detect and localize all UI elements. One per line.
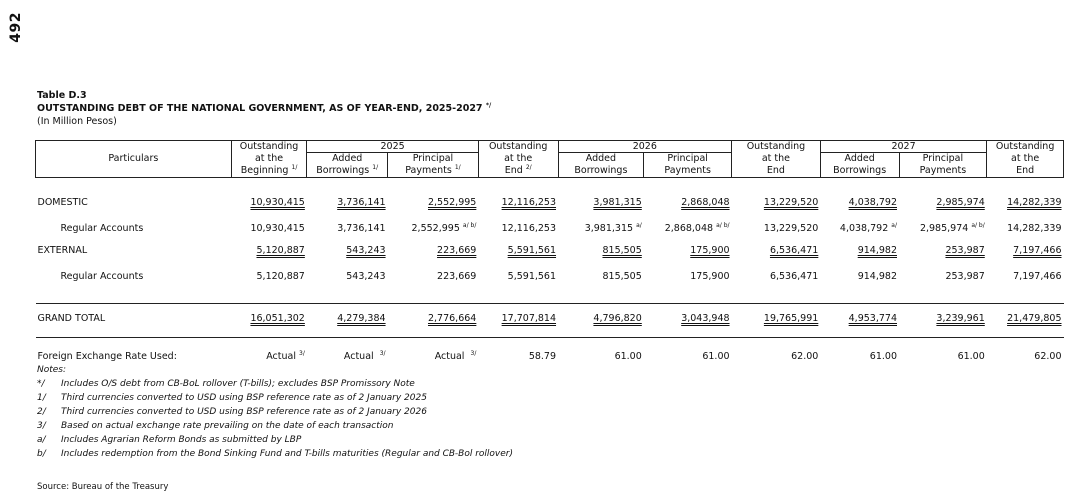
cell-value: Actual (434, 351, 465, 362)
cell (820, 196, 899, 210)
cell-value: 914,982 (857, 245, 897, 256)
col-text: Outstanding (995, 141, 1055, 152)
cell-value: 61.00 (614, 351, 642, 362)
cell-value: 21,479,805 (1007, 313, 1062, 324)
col-outstanding-end-2025 (478, 141, 558, 178)
cell-value: 223,669 (437, 245, 477, 256)
note-mark: a/ b/ (971, 221, 985, 229)
cell-value: 5,591,561 (507, 271, 557, 282)
note-item (37, 433, 513, 447)
cell (820, 222, 899, 236)
cell-value: 61.00 (702, 351, 730, 362)
col-principal-2027 (899, 153, 987, 178)
cell-value: 914,982 (857, 271, 897, 282)
spacer (36, 258, 1064, 270)
col-text: End (504, 165, 523, 176)
note-item (37, 405, 513, 419)
cell (307, 244, 388, 258)
source-note: Source: Bureau of the Treasury (37, 482, 169, 492)
cell (899, 350, 987, 364)
spacer (36, 304, 1064, 312)
notes (37, 363, 513, 461)
col-text (388, 165, 478, 177)
cell-value: 16,051,302 (250, 313, 305, 324)
cell (820, 312, 899, 326)
col-text: at the (761, 153, 791, 164)
cell (644, 270, 732, 284)
col-text: Borrowings (316, 165, 370, 176)
table-title (37, 103, 491, 114)
cell (231, 312, 307, 326)
note-mark: 3/ (299, 349, 305, 357)
cell-value: 4,796,820 (593, 313, 642, 324)
cell-value: 543,243 (346, 271, 386, 282)
cell-value: 253,987 (945, 271, 985, 282)
cell-value: 10,930,415 (250, 197, 305, 208)
cell-value: 14,282,339 (1007, 223, 1062, 234)
cell (231, 222, 307, 236)
cell (478, 312, 558, 326)
cell-value: Actual (266, 351, 296, 362)
table-row-external-regular (36, 270, 1064, 284)
col-text: Outstanding (488, 141, 548, 152)
note-key: 1/ (37, 393, 46, 403)
cell-value: 6,536,471 (769, 271, 819, 282)
spacer-row (36, 258, 1064, 270)
col-added-2027 (820, 153, 899, 178)
cell-value: 62.00 (791, 351, 819, 362)
col-added-2026 (558, 153, 644, 178)
spacer-row (36, 326, 1064, 338)
cell (307, 222, 388, 236)
note-mark: a/ b/ (716, 221, 730, 229)
note-text: Third currencies converted to USD using BSP reference rate as of 2 January 2025 (61, 393, 427, 403)
cell-value: 14,282,339 (1007, 197, 1062, 208)
year-header-2027: 2027 (820, 141, 986, 153)
col-text: Payments (405, 165, 452, 176)
cell (820, 350, 899, 364)
table-id: Table D.3 (37, 90, 87, 101)
cell (388, 196, 479, 210)
cell (307, 270, 388, 284)
note-key: 3/ (37, 421, 46, 431)
note-text: Includes O/S debt from CB-BoL rollover (T-bills); excludes BSP Promissory Note (61, 379, 415, 389)
spacer (36, 178, 1064, 196)
col-text: Payments (664, 165, 711, 176)
cell-value: 5,120,887 (256, 245, 305, 256)
col-added-2025 (307, 153, 388, 178)
cell (732, 312, 821, 326)
col-text: Added (332, 153, 363, 164)
cell (558, 312, 644, 326)
row-label: GRAND TOTAL (37, 313, 106, 324)
cell-value: 5,591,561 (507, 245, 557, 256)
spacer (36, 284, 1064, 304)
cell (899, 222, 987, 236)
page-number: 492 (8, 12, 24, 43)
col-text (307, 165, 387, 177)
cell-value: 4,038,792 (839, 223, 889, 234)
col-text: at the (254, 153, 284, 164)
note-mark: 1/ (454, 163, 461, 171)
spacer (36, 210, 1064, 222)
spacer-row (36, 178, 1064, 196)
row-label: Regular Accounts (60, 271, 144, 282)
note-item (37, 419, 513, 433)
cell (987, 312, 1064, 326)
cell-value: 13,229,520 (763, 197, 819, 208)
cell (644, 244, 732, 258)
cell (388, 312, 479, 326)
col-text: Borrowings (833, 165, 887, 176)
table-row-domestic (36, 196, 1064, 210)
note-text: Third currencies converted to USD using BSP reference rate as of 2 January 2026 (61, 407, 427, 417)
debt-table (35, 140, 1064, 364)
year-header-2025: 2025 (307, 141, 478, 153)
cell (987, 222, 1064, 236)
cell-value: 12,116,253 (501, 197, 557, 208)
row-label: EXTERNAL (37, 245, 88, 256)
cell (231, 270, 307, 284)
cell (558, 196, 644, 210)
cell-value: 62.00 (1034, 351, 1062, 362)
cell-value: 2,985,974 (919, 223, 969, 234)
col-outstanding-end-2026 (732, 141, 821, 178)
particulars-header: Particulars (36, 141, 232, 178)
note-text: Includes redemption from the Bond Sinking Fund and T-bills maturities (Regular and CB-Bol rollover) (61, 449, 513, 459)
cell (644, 196, 732, 210)
row-label: DOMESTIC (37, 197, 88, 208)
cell (732, 244, 821, 258)
cell (478, 350, 558, 364)
cell (388, 350, 479, 364)
cell (644, 350, 732, 364)
cell (388, 244, 479, 258)
cell (307, 350, 388, 364)
cell (231, 196, 307, 210)
cell-value: Actual (343, 351, 374, 362)
cell (478, 244, 558, 258)
col-text: Principal (667, 153, 708, 164)
note-mark: a/ (891, 221, 897, 229)
cell (231, 244, 307, 258)
cell (231, 350, 307, 364)
col-text: End (766, 165, 785, 176)
note-mark: 2/ (525, 163, 532, 171)
note-key: b/ (37, 449, 46, 459)
note-mark: 1/ (372, 163, 379, 171)
cell-value: 3,239,961 (936, 313, 985, 324)
cell-value: 2,985,974 (936, 197, 985, 208)
cell (478, 196, 558, 210)
cell-value: 61.00 (869, 351, 897, 362)
table-row-domestic-regular (36, 222, 1064, 236)
col-principal-2025 (388, 153, 479, 178)
cell (388, 222, 479, 236)
note-item (37, 391, 513, 405)
cell-value: 58.79 (528, 351, 557, 362)
cell-value: 2,552,995 (427, 197, 477, 208)
cell-value: 253,987 (945, 245, 985, 256)
col-text: Principal (922, 153, 964, 164)
cell (820, 244, 899, 258)
cell (732, 270, 821, 284)
cell (732, 196, 821, 210)
title-footnote-mark: */ (485, 101, 492, 109)
cell (478, 270, 558, 284)
cell (820, 270, 899, 284)
note-item (37, 447, 513, 461)
spacer (36, 236, 1064, 244)
note-key: 2/ (37, 407, 46, 417)
spacer-row (36, 338, 1064, 350)
cell-value: 5,120,887 (256, 271, 305, 282)
cell-value: 223,669 (437, 271, 477, 282)
cell-value: 2,776,664 (427, 313, 477, 324)
spacer-row (36, 284, 1064, 304)
cell (987, 244, 1064, 258)
cell-value: 4,279,384 (337, 313, 386, 324)
note-key: a/ (37, 435, 46, 445)
cell (558, 244, 644, 258)
note-mark: 1/ (291, 163, 298, 171)
units-caption: (In Million Pesos) (37, 116, 117, 127)
cell-value: 3,736,141 (337, 197, 386, 208)
cell-value: 3,981,315 (593, 197, 642, 208)
note-mark: 3/ (379, 349, 386, 357)
cell (558, 350, 644, 364)
cell (644, 312, 732, 326)
cell-value: 6,536,471 (769, 245, 819, 256)
cell (307, 312, 388, 326)
cell (732, 222, 821, 236)
col-text: Beginning (240, 165, 289, 176)
cell-value: 3,043,948 (681, 313, 730, 324)
cell-value: 17,707,814 (501, 313, 557, 324)
cell (558, 270, 644, 284)
cell-value: 543,243 (346, 245, 386, 256)
spacer-row (36, 236, 1064, 244)
cell-value: 815,505 (602, 271, 642, 282)
year-header-2026: 2026 (558, 141, 732, 153)
col-text: Payments (919, 165, 967, 176)
col-principal-2026 (644, 153, 732, 178)
cell (987, 270, 1064, 284)
spacer-row (36, 210, 1064, 222)
row-label: Foreign Exchange Rate Used: (37, 351, 177, 362)
col-outstanding-beginning-2025 (231, 141, 307, 178)
spacer (36, 338, 1064, 350)
cell-value: 2,868,048 (664, 223, 714, 234)
cell (388, 270, 479, 284)
notes-heading: Notes: (37, 365, 67, 375)
cell-value: 10,930,415 (250, 223, 305, 234)
note-text: Includes Agrarian Reform Bonds as submitted by LBP (61, 435, 302, 445)
spacer-row (36, 304, 1064, 312)
col-text: Added (844, 153, 875, 164)
cell (478, 222, 558, 236)
cell (307, 196, 388, 210)
col-text: Principal (412, 153, 454, 164)
cell (899, 312, 987, 326)
cell-value: 2,868,048 (681, 197, 730, 208)
col-text: Added (585, 153, 617, 164)
note-mark: 3/ (470, 349, 477, 357)
cell-value: 175,900 (690, 271, 730, 282)
note-item (37, 377, 513, 391)
cell-value: 4,953,774 (848, 313, 897, 324)
note-mark: a/ (636, 221, 642, 229)
cell-value: 19,765,991 (763, 313, 819, 324)
col-text: at the (504, 153, 533, 164)
cell-value: 4,038,792 (848, 197, 897, 208)
cell-value: 815,505 (602, 245, 642, 256)
cell-value: 175,900 (690, 245, 730, 256)
cell (899, 244, 987, 258)
cell-value: 13,229,520 (763, 223, 819, 234)
note-text: Based on actual exchange rate prevailing on the date of each transaction (61, 421, 394, 431)
cell-value: 12,116,253 (501, 223, 557, 234)
cell (987, 350, 1064, 364)
cell (558, 222, 644, 236)
cell-value: 3,736,141 (337, 223, 386, 234)
cell-value: 3,981,315 (584, 223, 634, 234)
col-text (479, 165, 558, 177)
col-text: Borrowings (574, 165, 628, 176)
col-text: Outstanding (239, 141, 299, 152)
cell (987, 196, 1064, 210)
cell-value: 2,552,995 (411, 223, 460, 234)
cell-value: 7,197,466 (1013, 271, 1062, 282)
cell (732, 350, 821, 364)
cell-value: 7,197,466 (1013, 245, 1062, 256)
table-title-text: OUTSTANDING DEBT OF THE NATIONAL GOVERNMENT, AS OF YEAR-END, 2025-2027 (37, 103, 483, 114)
spacer (36, 326, 1064, 338)
col-outstanding-end-2027 (987, 141, 1064, 178)
col-text: End (1016, 165, 1035, 176)
cell-value: 61.00 (957, 351, 985, 362)
row-label: Regular Accounts (60, 223, 144, 234)
col-text (232, 165, 307, 177)
cell (899, 270, 987, 284)
col-text: at the (1011, 153, 1040, 164)
table-row-fx-rate (36, 350, 1064, 364)
note-key: */ (37, 379, 45, 389)
cell (644, 222, 732, 236)
note-mark: a/ b/ (462, 221, 477, 229)
col-text: Outstanding (746, 141, 806, 152)
cell (899, 196, 987, 210)
table-row-external (36, 244, 1064, 258)
table-row-grand-total (36, 312, 1064, 326)
